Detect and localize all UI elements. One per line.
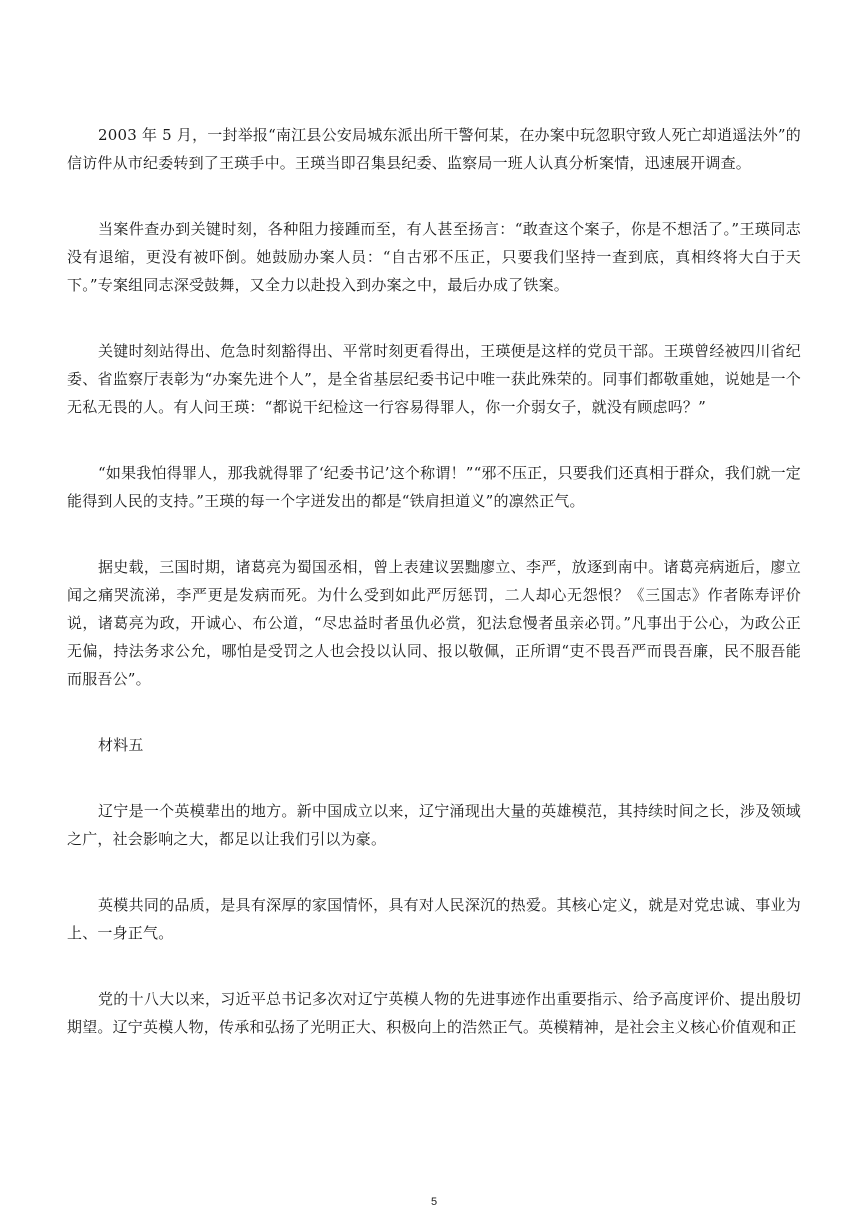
paragraph-gap <box>67 421 801 459</box>
paragraph: 英模共同的品质，是具有深厚的家国情怀，具有对人民深沉的热爱。其核心定义，就是对党忠诚、事业为上、一身正气。 <box>67 896 801 942</box>
document-body <box>67 121 801 1041</box>
paragraph-gap <box>67 947 801 985</box>
paragraph-gap <box>67 299 801 337</box>
paragraph-gap <box>67 177 801 215</box>
paragraph-gap <box>67 693 801 731</box>
paragraph: 2003 年 5 月，一封举报“南江县公安局城东派出所干警何某，在办案中玩忽职守致人死亡却逍遥法外”的信访件从市纪委转到了王瑛手中。王瑛当即召集县纪委、监察局一班人认真分析案情，迅速展开调查。 <box>67 126 801 172</box>
paragraph-gap <box>67 515 801 553</box>
paragraph: 党的十八大以来，习近平总书记多次对辽宁英模人物的先进事迹作出重要指示、给予高度评价、提出殷切期望。辽宁英模人物，传承和弘扬了光明正大、积极向上的浩然正气。英模精神，是社会主义核心价值观和正 <box>67 990 801 1036</box>
paragraph: 关键时刻站得出、危急时刻豁得出、平常时刻更看得出，王瑛便是这样的党员干部。王瑛曾经被四川省纪委、省监察厅表彰为“办案先进个人”，是全省基层纪委书记中唯一获此殊荣的。同事们都敬重她，说她是一个无私无畏的人。有人问王瑛：“都说干纪检这一行容易得罪人，你一介弱女子，就没有顾虑吗？” <box>67 342 801 416</box>
paragraph: “如果我怕得罪人，那我就得罪了‘纪委书记’这个称谓！”“邪不压正，只要我们还真相于群众，我们就一定能得到人民的支持。”王瑛的每一个字迸发出的都是“铁肩担道义”的凛然正气。 <box>67 464 801 510</box>
paragraph-gap <box>67 759 801 797</box>
paragraph: 辽宁是一个英模辈出的地方。新中国成立以来，辽宁涌现出大量的英雄模范，其持续时间之长，涉及领域之广，社会影响之大，都足以让我们引以为豪。 <box>67 802 801 848</box>
page-number: 5 <box>430 1196 438 1208</box>
paragraph: 当案件查办到关键时刻，各种阻力接踵而至，有人甚至扬言：“敢查这个案子，你是不想活了。”王瑛同志没有退缩，更没有被吓倒。她鼓励办案人员：“自古邪不压正，只要我们坚持一查到底，真相终将大白于天下。”专案组同志深受鼓舞，又全力以赴投入到办案之中，最后办成了铁案。 <box>67 220 801 294</box>
section-heading: 材料五 <box>98 736 144 754</box>
paragraph-gap <box>67 853 801 891</box>
paragraph: 据史载，三国时期，诸葛亮为蜀国丞相，曾上表建议罢黜廖立、李严，放逐到南中。诸葛亮病逝后，廖立闻之痛哭流涕，李严更是发病而死。为什么受到如此严厉惩罚，二人却心无怨恨？《三国志》作者陈寿评价说，诸葛亮为政，开诚心、布公道，“尽忠益时者虽仇必赏，犯法怠慢者虽亲必罚。”凡事出于公心，为政公正无偏，持法务求公允，哪怕是受罚之人也会投以认同、报以敬佩，正所谓“吏不畏吾严而畏吾廉，民不服吾能而服吾公”。 <box>67 558 801 688</box>
